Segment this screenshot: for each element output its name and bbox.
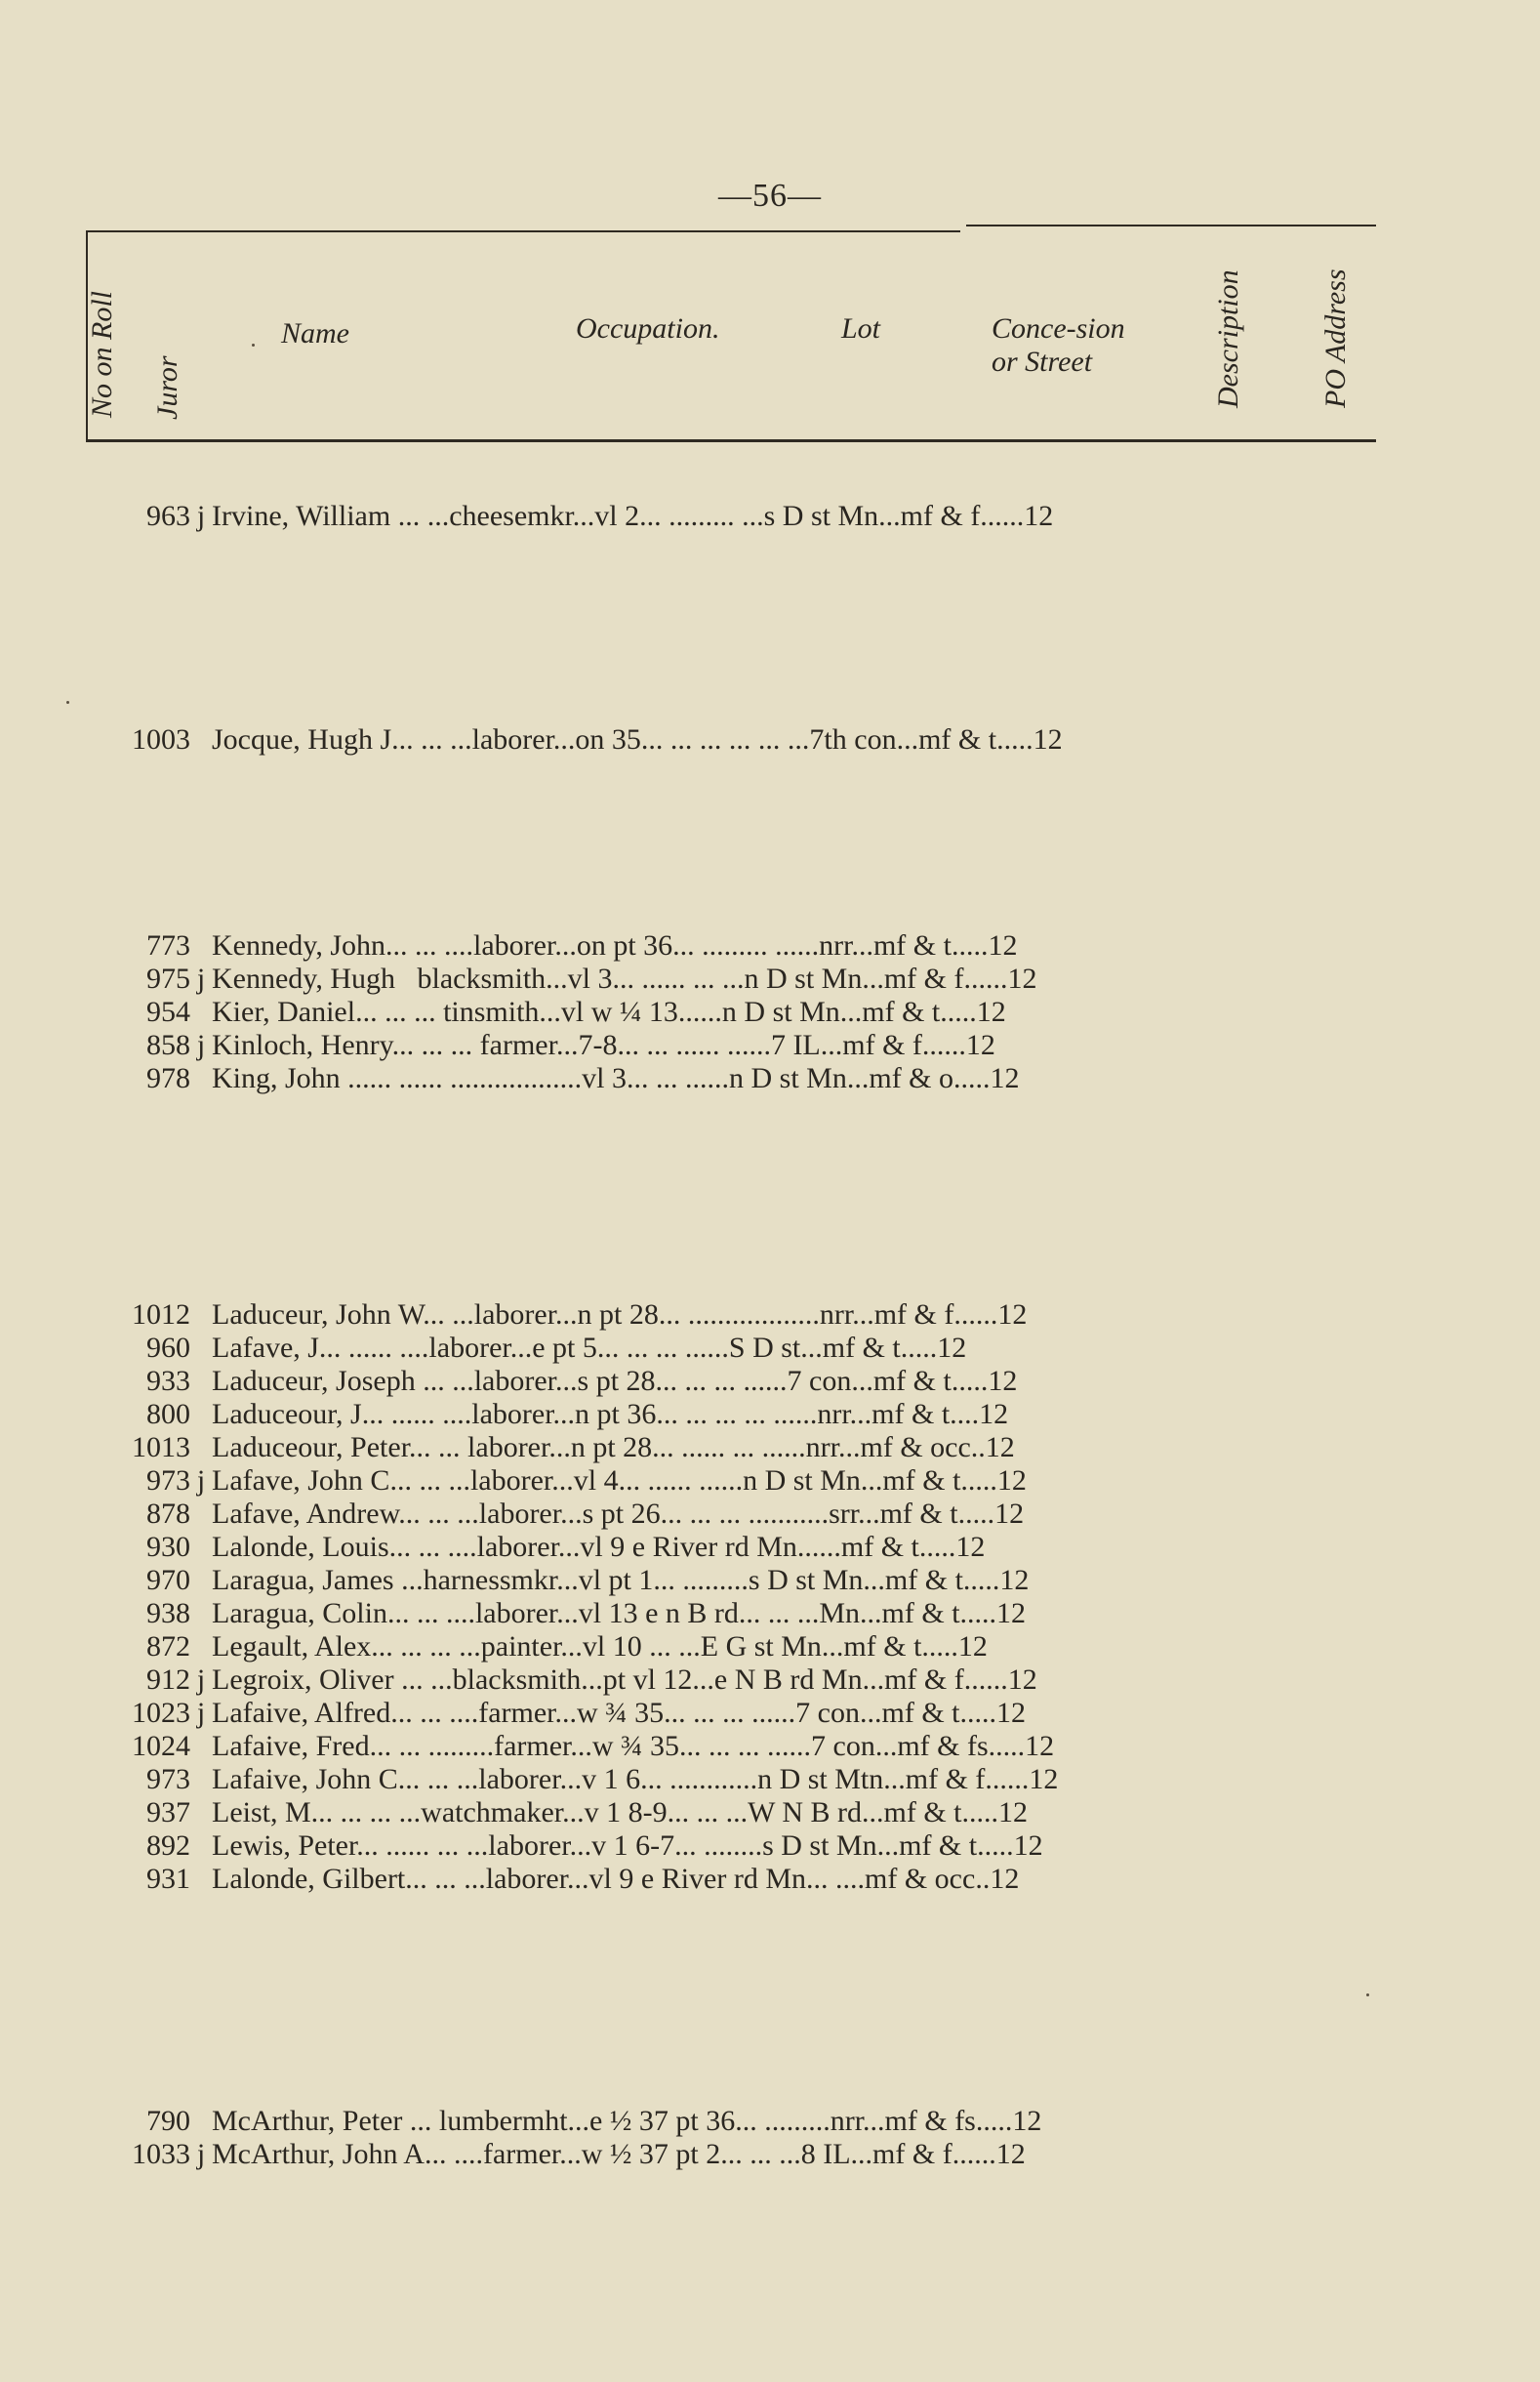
roll-entry — [88, 1029, 1020, 1095]
roll-number: 878 — [146, 1498, 190, 1530]
entry-text: Jocque, Hugh J... ... ...laborer...on 35... ... ... ... ... ...7th con...mf & t.....12 — [212, 723, 1063, 756]
roll-number: 1023 — [132, 1697, 190, 1729]
header-lot: Lot — [841, 312, 881, 345]
header-occupation: Occupation. — [576, 312, 720, 345]
roll-number: 1024 — [132, 1730, 190, 1762]
entry-text: King, John ...... ...... ..................vl 3... ... ......n D st Mn...mf & o.....12 — [212, 1062, 1020, 1094]
roll-number: 954 — [146, 996, 190, 1028]
roll-number: 872 — [146, 1630, 190, 1663]
entry-text: Laduceour, Peter... ... laborer...n pt 28... ...... ... ......nrr...mf & occ..12 — [212, 1431, 1015, 1463]
roll-number: 933 — [146, 1365, 190, 1397]
header-po-address: PO Address — [1319, 268, 1352, 408]
header-name: Name — [281, 317, 349, 349]
entry-text: Kennedy, John... ... ....laborer...on pt 36... ......... ......nrr...mf & t.....12 — [212, 929, 1018, 962]
entry-text: Lafaive, Alfred... ... ....farmer...w ¾ 35... ... ... ......7 con...mf & t.....12 — [212, 1697, 1026, 1729]
juror-mark: j — [196, 1029, 206, 1061]
entry-text: Kinloch, Henry... ... ... farmer...7-8... ... ...... ......7 IL...mf & f......12 — [212, 1029, 995, 1061]
roll-number: 960 — [146, 1332, 190, 1364]
entry-text: McArthur, Peter ... lumbermht...e ½ 37 pt 36... .........nrr...mf & fs.....12 — [212, 2105, 1042, 2137]
header-bottom-rule — [86, 439, 1376, 442]
entry-text: McArthur, John A... ....farmer...w ½ 37 pt 2... ... ...8 IL...mf & f......12 — [212, 2138, 1026, 2170]
roll-number: 1013 — [132, 1431, 190, 1463]
juror-mark: j — [196, 2138, 206, 2170]
roll-number: 970 — [146, 1564, 190, 1596]
juror-mark: j — [196, 1464, 206, 1497]
roll-entry — [88, 690, 1063, 757]
roll-number: 930 — [146, 1531, 190, 1563]
header-top-rule — [86, 230, 960, 232]
entry-text: Lafave, Andrew... ... ...laborer...s pt 26... ... ... ...........srr...mf & t.....12 — [212, 1498, 1025, 1530]
entry-text: Lewis, Peter... ...... ... ...laborer...v 1 6-7... ........s D st Mn...mf & t.....12 — [212, 1829, 1043, 1862]
entry-text: Kier, Daniel... ... ... tinsmith...vl w ¼ 13......n D st Mn...mf & t.....12 — [212, 996, 1006, 1028]
roll-entry — [88, 1829, 1019, 1896]
roll-entry — [88, 2105, 1026, 2171]
roll-entry — [88, 467, 1053, 533]
roll-number: 938 — [146, 1597, 190, 1629]
header-concession-line2: or Street — [992, 346, 1093, 378]
paper-speck — [66, 701, 69, 704]
paper-speck — [252, 344, 255, 347]
roll-number: 773 — [146, 929, 190, 962]
roll-number: 858 — [146, 1029, 190, 1061]
paper-speck — [1366, 1993, 1369, 1996]
entry-text: Lalonde, Gilbert... ... ...laborer...vl 9 e River rd Mn... ....mf & occ..12 — [212, 1863, 1020, 1895]
roll-number: 937 — [146, 1796, 190, 1828]
entry-text: Legroix, Oliver ... ...blacksmith...pt vl 12...e N B rd Mn...mf & f......12 — [212, 1663, 1037, 1696]
entry-text: Kennedy, Hugh blacksmith...vl 3... ...... ... ...n D st Mn...mf & f......12 — [212, 963, 1037, 995]
roll-number: 800 — [146, 1398, 190, 1430]
roll-number: 973 — [146, 1763, 190, 1795]
roll-number: 1033 — [132, 2138, 190, 2170]
entry-text: Leist, M... ... ... ...watchmaker...v 1 8-9... ... ...W N B rd...mf & t.....12 — [212, 1796, 1029, 1828]
entry-text: Laragua, James ...harnessmkr...vl pt 1... .........s D st Mn...mf & t.....12 — [212, 1564, 1030, 1596]
roll-number: 892 — [146, 1829, 190, 1862]
roll-number: 1003 — [132, 723, 190, 756]
entry-text: Laduceur, John W... ...laborer...n pt 28... ..................nrr...mf & f......12 — [212, 1298, 1028, 1331]
header-description: Description — [1212, 269, 1244, 408]
entry-text: Lafave, J... ...... ....laborer...e pt 5... ... ... ......S D st...mf & t.....12 — [212, 1332, 967, 1364]
roll-number: 978 — [146, 1062, 190, 1094]
roll-number: 1012 — [132, 1298, 190, 1331]
page-number: —56— — [718, 178, 822, 214]
entry-text: Lafaive, Fred... ... .........farmer...w ¾ 35... ... ... ......7 con...mf & fs.....12 — [212, 1730, 1055, 1762]
entry-text: Lafave, John C... ... ...laborer...vl 4... ...... ......n D st Mn...mf & t.....12 — [212, 1464, 1027, 1497]
entry-text: Laduceur, Joseph ... ...laborer...s pt 28... ... ... ......7 con...mf & t.....12 — [212, 1365, 1018, 1397]
entry-text: Lafaive, John C... ... ...laborer...v 1 6... ............n D st Mtn...mf & f......12 — [212, 1763, 1059, 1795]
juror-mark: j — [196, 963, 206, 995]
juror-mark: j — [196, 1663, 206, 1696]
roll-number: 931 — [146, 1863, 190, 1895]
entry-text: Legault, Alex... ... ... ...painter...vl 10 ... ...E G st Mn...mf & t.....12 — [212, 1630, 988, 1663]
entry-text: Laragua, Colin... ... ....laborer...vl 13 e n B rd... ... ...Mn...mf & t.....12 — [212, 1597, 1027, 1629]
roll-number: 973 — [146, 1464, 190, 1497]
roll-number: 912 — [146, 1663, 190, 1696]
header-concession-line1: Conce-sion — [992, 312, 1125, 345]
entry-text: Lalonde, Louis... ... ....laborer...vl 9 e River rd Mn......mf & t.....12 — [212, 1531, 986, 1563]
roll-number: 790 — [146, 2105, 190, 2137]
header-no-on-roll: No on Roll — [86, 290, 118, 418]
header-juror: Juror — [151, 355, 183, 420]
entry-text: Laduceour, J... ...... ....laborer...n pt 36... ... ... ... ......nrr...mf & t....12 — [212, 1398, 1009, 1430]
juror-mark: j — [196, 500, 206, 532]
roll-number: 975 — [146, 963, 190, 995]
roll-number: 963 — [146, 500, 190, 532]
juror-mark: j — [196, 1697, 206, 1729]
entry-text: Irvine, William ... ...cheesemkr...vl 2... ......... ...s D st Mn...mf & f......12 — [212, 500, 1054, 532]
header-top-rule-right — [966, 225, 1376, 226]
